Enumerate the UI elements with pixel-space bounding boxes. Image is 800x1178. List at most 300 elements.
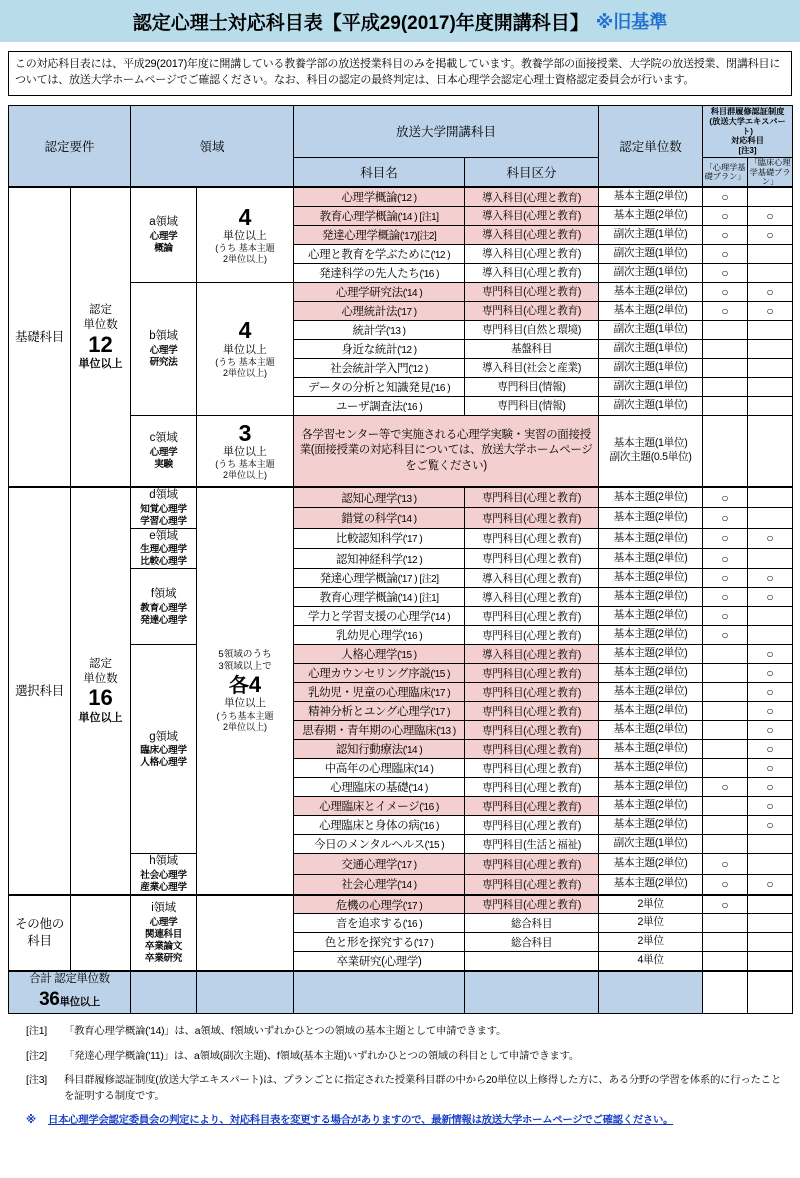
plan-a-mark: ○ <box>703 569 748 588</box>
course-name: データの分析と知識発見('16 ) <box>294 377 465 396</box>
area-code-a: a領域 <box>149 216 178 229</box>
plan-b-mark <box>748 952 793 971</box>
course-name: 社会統計学入門('12 ) <box>294 358 465 377</box>
course-credit: 4単位 <box>599 952 703 971</box>
course-credit: 基本主題(2単位) <box>599 740 703 759</box>
table-row <box>9 187 793 206</box>
summary-fill-plan-b <box>748 971 793 1014</box>
area-code-g: g領域 <box>149 730 178 743</box>
course-credit: 副次主題(1単位) <box>599 225 703 244</box>
course-year: ('15 ) <box>424 840 445 852</box>
course-year: ('16 ) <box>402 631 423 643</box>
course-division: 導入科目(心理と教育) <box>465 244 599 263</box>
course-year: ('16 ) <box>419 268 439 280</box>
course-division: 専門科目(心理と教育) <box>465 528 599 548</box>
course-credit: 基本主題(2単位) <box>599 721 703 740</box>
course-division: 専門科目(心理と教育) <box>465 854 599 874</box>
plan-b-mark <box>748 549 793 569</box>
requirement-other <box>197 895 294 971</box>
plan-b-mark <box>748 263 793 282</box>
area-sub-h: 社会心理学 産業心理学 <box>140 869 187 893</box>
units-suffix-elective: 単位以上 <box>78 711 123 724</box>
area-cell-a <box>131 187 197 282</box>
requirement-elective-number: 4 <box>248 672 262 698</box>
course-name: 思春期・青年期の心理臨床('13 ) <box>294 721 465 740</box>
summary-fill-plan-a <box>703 971 748 1014</box>
th-course-name: 科目名 <box>294 158 465 188</box>
course-credit: 基本主題(2単位) <box>599 854 703 874</box>
plan-b-mark <box>748 358 793 377</box>
page-title: 認定心理士対応科目表【平成29(2017)年度開講科目】 <box>132 12 589 34</box>
course-division: 専門科目(心理と教育) <box>465 549 599 569</box>
course-division: 導入科目(心理と教育) <box>465 263 599 282</box>
course-table <box>8 105 793 1014</box>
plan-b-mark: ○ <box>748 301 793 320</box>
area-code-i: i領域 <box>151 902 176 915</box>
plan-a-mark <box>703 396 748 415</box>
requirement-b <box>197 282 294 415</box>
plan-b-mark <box>748 377 793 396</box>
course-credit: 副次主題(1単位) <box>599 358 703 377</box>
area-code-e: e領域 <box>149 529 178 542</box>
requirement-b-line2: (うち 基本主題 <box>215 356 275 367</box>
plan-b-mark <box>748 187 793 206</box>
course-credit: 基本主題(2単位) <box>599 549 703 569</box>
th-expert-line3: 対応科目 <box>731 136 764 146</box>
plan-a-mark <box>703 797 748 816</box>
plan-a-mark <box>703 645 748 664</box>
plan-b-mark: ○ <box>748 645 793 664</box>
course-division: 専門科目(心理と教育) <box>465 508 599 529</box>
plan-b-mark: ○ <box>748 702 793 721</box>
plan-b-mark: ○ <box>748 778 793 797</box>
course-division: 導入科目(心理と教育) <box>465 187 599 206</box>
table-row <box>9 895 793 914</box>
course-division: 専門科目(心理と教育) <box>465 740 599 759</box>
note-tag: [注3] <box>26 1075 47 1087</box>
area-cell-e <box>131 528 197 568</box>
plan-b-mark: ○ <box>748 282 793 301</box>
plan-a-mark <box>703 816 748 835</box>
units-suffix-basic: 単位以上 <box>78 357 123 370</box>
area-sub-c: 心理学 実験 <box>149 446 178 470</box>
th-courses: 放送大学開講科目 <box>294 105 599 157</box>
summary-number: 36 <box>39 989 60 1011</box>
course-credit: 基本主題(2単位) <box>599 528 703 548</box>
course-credit: 基本主題(2単位) <box>599 683 703 702</box>
plan-a-mark <box>703 740 748 759</box>
requirement-c-number: 3 <box>238 419 252 446</box>
course-division: 総合科目 <box>465 933 599 952</box>
course-year: ('13 ) <box>436 726 456 738</box>
plan-a-mark: ○ <box>703 895 748 914</box>
course-name: 交通心理学('17 ) <box>294 854 465 874</box>
requirement-c-line3: 2単位以上) <box>223 470 268 481</box>
course-name: 今日のメンタルヘルス('15 ) <box>294 835 465 854</box>
course-name: 心理学概論('12 ) <box>294 187 465 206</box>
plan-b-mark <box>748 415 793 487</box>
area-cell-c <box>131 415 197 487</box>
course-credit: 基本主題(2単位) <box>599 797 703 816</box>
area-sub-f: 教育心理学 発達心理学 <box>140 602 187 626</box>
course-credit: 基本主題(2単位) <box>599 187 703 206</box>
plan-b-mark <box>748 895 793 914</box>
course-year: ('17 ) <box>402 900 423 912</box>
course-year: ('15 ) <box>397 650 417 662</box>
requirement-elective-line1: 単位以上 <box>224 697 267 710</box>
table-header <box>9 105 793 187</box>
plan-b-mark <box>748 607 793 626</box>
course-name: 危機の心理学('17 ) <box>294 895 465 914</box>
plan-a-mark: ○ <box>703 244 748 263</box>
plan-a-mark: ○ <box>703 487 748 507</box>
course-division: 専門科目(心理と教育) <box>465 487 599 507</box>
note-item <box>26 1073 786 1104</box>
area-cell-b <box>131 282 197 415</box>
requirement-b-line1: 単位以上 <box>223 343 268 356</box>
plan-a-mark <box>703 702 748 721</box>
summary-suffix: 単位以上 <box>59 996 100 1009</box>
plan-a-mark: ○ <box>703 187 748 206</box>
course-year: ('17 ) <box>397 860 417 872</box>
course-year: ('14 ) <box>430 612 451 624</box>
course-year: ('12 ) <box>408 363 428 375</box>
course-credit: 基本主題(2単位) <box>599 569 703 588</box>
course-credit: 基本主題(2単位) <box>599 508 703 529</box>
plan-b-mark <box>748 835 793 854</box>
area-code-c: c領域 <box>149 432 178 445</box>
course-name: 卒業研究(心理学) <box>294 952 465 971</box>
course-name: 発達科学の先人たち('16 ) <box>294 263 465 282</box>
course-credit: 基本主題(2単位) <box>599 874 703 895</box>
plan-a-mark: ○ <box>703 854 748 874</box>
requirement-c-line1: 単位以上 <box>223 445 268 458</box>
plan-a-mark: ○ <box>703 301 748 320</box>
th-expert <box>703 105 793 157</box>
plan-a-mark: ○ <box>703 588 748 607</box>
plan-a-mark <box>703 339 748 358</box>
plan-b-mark: ○ <box>748 588 793 607</box>
course-division: 専門科目(心理と教育) <box>465 721 599 740</box>
course-year: ('14 ) [注1] <box>397 211 439 223</box>
course-division: 専門科目(心理と教育) <box>465 816 599 835</box>
page-title-accent: ※旧基準 <box>595 12 668 32</box>
course-name: 乳幼児心理学('16 ) <box>294 626 465 645</box>
course-name: 心理統計法('17 ) <box>294 301 465 320</box>
summary-fill-area <box>131 971 197 1014</box>
plan-b-mark <box>748 487 793 507</box>
plan-b-mark <box>748 244 793 263</box>
requirement-a-line2: (うち 基本主題 <box>215 243 275 254</box>
plan-a-mark <box>703 320 748 339</box>
course-name: 錯覚の科学('14 ) <box>294 508 465 529</box>
course-name: 認知神経科学('12 ) <box>294 549 465 569</box>
course-name: 認知心理学('13 ) <box>294 487 465 507</box>
plan-a-mark <box>703 721 748 740</box>
course-year: ('13 ) <box>386 325 406 337</box>
th-credits: 認定単位数 <box>599 105 703 187</box>
requirement-elective-prefix: 各 <box>228 675 249 698</box>
course-credit: 2単位 <box>599 914 703 933</box>
course-credit: 基本主題(2単位) <box>599 301 703 320</box>
course-table-wrapper <box>0 96 800 1014</box>
plan-b-mark: ○ <box>748 759 793 778</box>
table-body <box>9 187 793 1013</box>
area-sub-b: 心理学 研究法 <box>149 344 178 368</box>
course-credit: 基本主題(2単位) <box>599 206 703 225</box>
course-name: 人格心理学('15 ) <box>294 645 465 664</box>
plan-b-mark <box>748 396 793 415</box>
course-year: ('17 ) <box>402 534 423 546</box>
area-sub-d: 知覚心理学 学習心理学 <box>140 503 187 527</box>
course-year: ('14 ) <box>413 764 434 776</box>
course-division: 導入科目(社会と産業) <box>465 358 599 377</box>
units-number-elective: 16 <box>88 685 113 711</box>
notes-section <box>0 1014 800 1129</box>
course-credit: 基本主題(2単位) <box>599 664 703 683</box>
course-division: 専門科目(心理と教育) <box>465 702 599 721</box>
requirement-elective-lead1: 5領域のうち <box>218 648 272 660</box>
course-credit: 基本主題(2単位) <box>599 702 703 721</box>
plan-a-mark: ○ <box>703 874 748 895</box>
plan-b-mark: ○ <box>748 206 793 225</box>
course-name: 心理臨床と身体の病('16 ) <box>294 816 465 835</box>
course-name: 音を追求する('16 ) <box>294 914 465 933</box>
course-division: 導入科目(心理と教育) <box>465 569 599 588</box>
summary-fill-credit <box>599 971 703 1014</box>
plan-a-mark: ○ <box>703 508 748 529</box>
area-code-f: f領域 <box>150 588 177 601</box>
course-name: 心理臨床の基礎('14 ) <box>294 778 465 797</box>
course-credit: 基本主題(2単位) <box>599 588 703 607</box>
course-name: 認知行動療法('14 ) <box>294 740 465 759</box>
course-division: 専門科目(心理と教育) <box>465 778 599 797</box>
course-name: 心理と教育を学ぶために('12 ) <box>294 244 465 263</box>
area-code-h: h領域 <box>149 855 178 868</box>
note-text: 「教育心理学概論('14)」は、a領域、f領域いずれかひとつの領域の基本主題として申請できます。 <box>64 1025 507 1037</box>
course-name: 心理学研究法('14 ) <box>294 282 465 301</box>
plan-b-mark <box>748 339 793 358</box>
th-expert-line2: (放送大学エキスパート) <box>709 116 786 136</box>
plan-a-mark: ○ <box>703 225 748 244</box>
th-expert-line4: [注3] <box>738 146 757 156</box>
plan-a-mark <box>703 664 748 683</box>
course-division: 導入科目(心理と教育) <box>465 206 599 225</box>
area-sub-a: 心理学 概論 <box>149 230 178 254</box>
course-division: 専門科目(情報) <box>465 377 599 396</box>
final-note-marker: ※ <box>26 1115 37 1127</box>
plan-b-mark: ○ <box>748 225 793 244</box>
course-year: ('14 ) <box>402 287 423 299</box>
course-name: 学力と学習支援の心理学('14 ) <box>294 607 465 626</box>
course-name: 色と形を探究する('17 ) <box>294 933 465 952</box>
category-other: その他の 科目 <box>9 895 71 971</box>
area-cell-d <box>131 487 197 528</box>
course-credit: 副次主題(1単位) <box>599 320 703 339</box>
course-division: 専門科目(生活と福祉) <box>465 835 599 854</box>
course-year: ('16 ) <box>419 802 439 814</box>
summary-fill-req <box>197 971 294 1014</box>
note-item <box>26 1024 786 1040</box>
course-credit: 副次主題(1単位) <box>599 263 703 282</box>
course-division: 専門科目(心理と教育) <box>465 895 599 914</box>
course-division: 総合科目 <box>465 914 599 933</box>
course-year: ('12 ) <box>397 344 417 356</box>
summary-label: 合計 認定単位数 36単位以上 <box>9 971 131 1014</box>
plan-b-mark: ○ <box>748 740 793 759</box>
area-cell-g <box>131 645 197 854</box>
plan-b-mark: ○ <box>748 721 793 740</box>
course-name: 社会心理学('14 ) <box>294 874 465 895</box>
course-division: 導入科目(心理と教育) <box>465 645 599 664</box>
course-year: ('16 ) <box>402 401 423 413</box>
plan-a-mark: ○ <box>703 778 748 797</box>
course-division: 専門科目(心理と教育) <box>465 797 599 816</box>
note-item <box>26 1049 786 1065</box>
course-credit: 副次主題(1単位) <box>599 339 703 358</box>
plan-b-mark <box>748 914 793 933</box>
plan-b-mark: ○ <box>748 874 793 895</box>
th-plan-b: 「臨床心理学基礎プラン」 <box>748 158 793 188</box>
course-year: ('12 ) <box>430 249 451 261</box>
course-name: 発達心理学概論('17)[注2] <box>294 225 465 244</box>
requirement-c-line2: (うち 基本主題 <box>215 459 275 470</box>
plan-a-mark: ○ <box>703 626 748 645</box>
requirement-elective-amount <box>197 673 293 697</box>
category-units-basic: 認定 単位数 12 単位以上 <box>71 187 131 487</box>
course-division: 基盤科目 <box>465 339 599 358</box>
requirement-a-line3: 2単位以上) <box>223 254 268 265</box>
area-cell-i <box>131 895 197 971</box>
course-year: ('17 ) <box>430 688 451 700</box>
course-year: ('14 ) <box>402 745 423 757</box>
course-credit: 基本主題(2単位) <box>599 487 703 507</box>
requirement-c <box>197 415 294 487</box>
course-division: 導入科目(心理と教育) <box>465 588 599 607</box>
plan-a-mark: ○ <box>703 528 748 548</box>
plan-b-mark <box>748 933 793 952</box>
plan-a-mark <box>703 683 748 702</box>
course-name: 心理臨床とイメージ('16 ) <box>294 797 465 816</box>
course-credit: 基本主題(2単位) <box>599 816 703 835</box>
course-year: ('14 ) <box>397 880 417 892</box>
plan-a-mark: ○ <box>703 607 748 626</box>
course-year: ('17 ) <box>397 306 417 318</box>
plan-a-mark: ○ <box>703 206 748 225</box>
plan-a-mark <box>703 358 748 377</box>
final-note <box>26 1113 786 1129</box>
th-requirement: 認定要件 <box>9 105 131 187</box>
summary-row <box>9 971 793 1014</box>
plan-b-mark: ○ <box>748 797 793 816</box>
course-name: 中高年の心理臨床('14 ) <box>294 759 465 778</box>
course-year: ('17 ) <box>430 707 450 719</box>
area-cell-f <box>131 569 197 645</box>
note-text: 「発達心理学概論('11)」は、a領域(副次主題)、f領域(基本主題)いずれかひとつの領域の科目として申請できます。 <box>64 1050 580 1062</box>
plan-a-mark <box>703 835 748 854</box>
course-division <box>465 952 599 971</box>
area-sub-e: 生理心理学 比較心理学 <box>140 544 187 568</box>
area-sub-g: 臨床心理学 人格心理学 <box>140 745 187 769</box>
course-credit: 基本主題(2単位) <box>599 778 703 797</box>
requirement-elective-line2: (うち基本主題 <box>216 711 274 722</box>
course-year: ('12 ) <box>397 193 417 205</box>
course-credit: 基本主題(2単位) <box>599 645 703 664</box>
plan-a-mark <box>703 377 748 396</box>
units-number-basic: 12 <box>88 331 113 357</box>
category-units-other <box>71 895 131 971</box>
note-tag: [注1] <box>26 1025 47 1037</box>
category-elective: 選択科目 <box>9 487 71 894</box>
course-division: 専門科目(自然と環境) <box>465 320 599 339</box>
course-name: ユーザ調査法('16 ) <box>294 396 465 415</box>
plan-a-mark: ○ <box>703 263 748 282</box>
area-code-d: d領域 <box>149 489 178 502</box>
plan-a-mark: ○ <box>703 282 748 301</box>
course-division: 専門科目(情報) <box>465 396 599 415</box>
category-units-elective: 認定 単位数 16 単位以上 <box>71 487 131 894</box>
plan-b-mark: ○ <box>748 683 793 702</box>
summary-fill-division <box>465 971 599 1014</box>
area-cell-h <box>131 854 197 895</box>
course-credit: 基本主題(2単位) <box>599 759 703 778</box>
note-text: 科目群履修認証制度(放送大学エキスパート)は、プランごとに指定された授業科目群の中から20単位以上修得した方に、ある分野の学習を体系的に行ったことを証明する制度です。 <box>64 1075 781 1102</box>
plan-b-mark: ○ <box>748 664 793 683</box>
course-year: ('12 ) <box>402 554 423 566</box>
course-division: 専門科目(心理と教育) <box>465 301 599 320</box>
plan-a-mark <box>703 759 748 778</box>
requirement-a-number: 4 <box>238 203 252 230</box>
area-sub-i: 心理学 関連科目 卒業論文 卒業研究 <box>144 916 183 964</box>
course-year: ('14 ) <box>397 514 417 526</box>
table-row <box>9 487 793 507</box>
plan-a-mark <box>703 952 748 971</box>
course-year: ('13 ) <box>397 493 417 505</box>
intro-section <box>0 42 800 96</box>
course-division: 専門科目(心理と教育) <box>465 626 599 645</box>
page-title-banner <box>0 0 800 42</box>
final-note-link[interactable]: 日本心理学会認定委員会の判定により、対応科目表を変更する場合がありますので、最新情報は放送大学ホームページでご確認ください。 <box>48 1115 674 1127</box>
course-division: 専門科目(心理と教育) <box>465 664 599 683</box>
th-expert-line1: 科目群履修認証制度 <box>710 106 785 116</box>
course-division: 専門科目(心理と教育) <box>465 607 599 626</box>
course-credit: 副次主題(1単位) <box>599 396 703 415</box>
requirement-elective <box>197 487 294 894</box>
plan-a-mark <box>703 415 748 487</box>
plan-b-mark: ○ <box>748 816 793 835</box>
course-year: ('16 ) <box>402 919 423 931</box>
th-area: 領域 <box>131 105 294 187</box>
course-credit: 2単位 <box>599 933 703 952</box>
plan-b-mark: ○ <box>748 528 793 548</box>
plan-b-mark <box>748 854 793 874</box>
th-course-division: 科目区分 <box>465 158 599 188</box>
requirement-a-line1: 単位以上 <box>223 229 268 242</box>
requirement-elective-lead2: 3領域以上で <box>218 661 272 673</box>
plan-a-mark: ○ <box>703 549 748 569</box>
course-year: ('16 ) <box>419 821 439 833</box>
th-plan-a: 「心理学基礎プラン」 <box>703 158 748 188</box>
course-name: 心理カウンセリング序説('15 ) <box>294 664 465 683</box>
course-division: 専門科目(心理と教育) <box>465 282 599 301</box>
course-credit: 副次主題(1単位) <box>599 377 703 396</box>
area-code-b: b領域 <box>149 330 178 343</box>
intro-text: この対応科目表には、平成29(2017)年度に開講している教養学部の放送授業科目のみを掲載しています。教養学部の面接授業、大学院の放送授業、閉講科目については、放送大学ホームページでご確認ください。なお、科目の認定の最終判定は、日本心理学会認定心理士資格認定委員会が行います。 <box>8 51 792 96</box>
course-name: 教育心理学概論('14 ) [注1] <box>294 588 465 607</box>
category-basic: 基礎科目 <box>9 187 71 487</box>
course-year: ('15 ) <box>430 669 450 681</box>
plan-a-mark <box>703 914 748 933</box>
